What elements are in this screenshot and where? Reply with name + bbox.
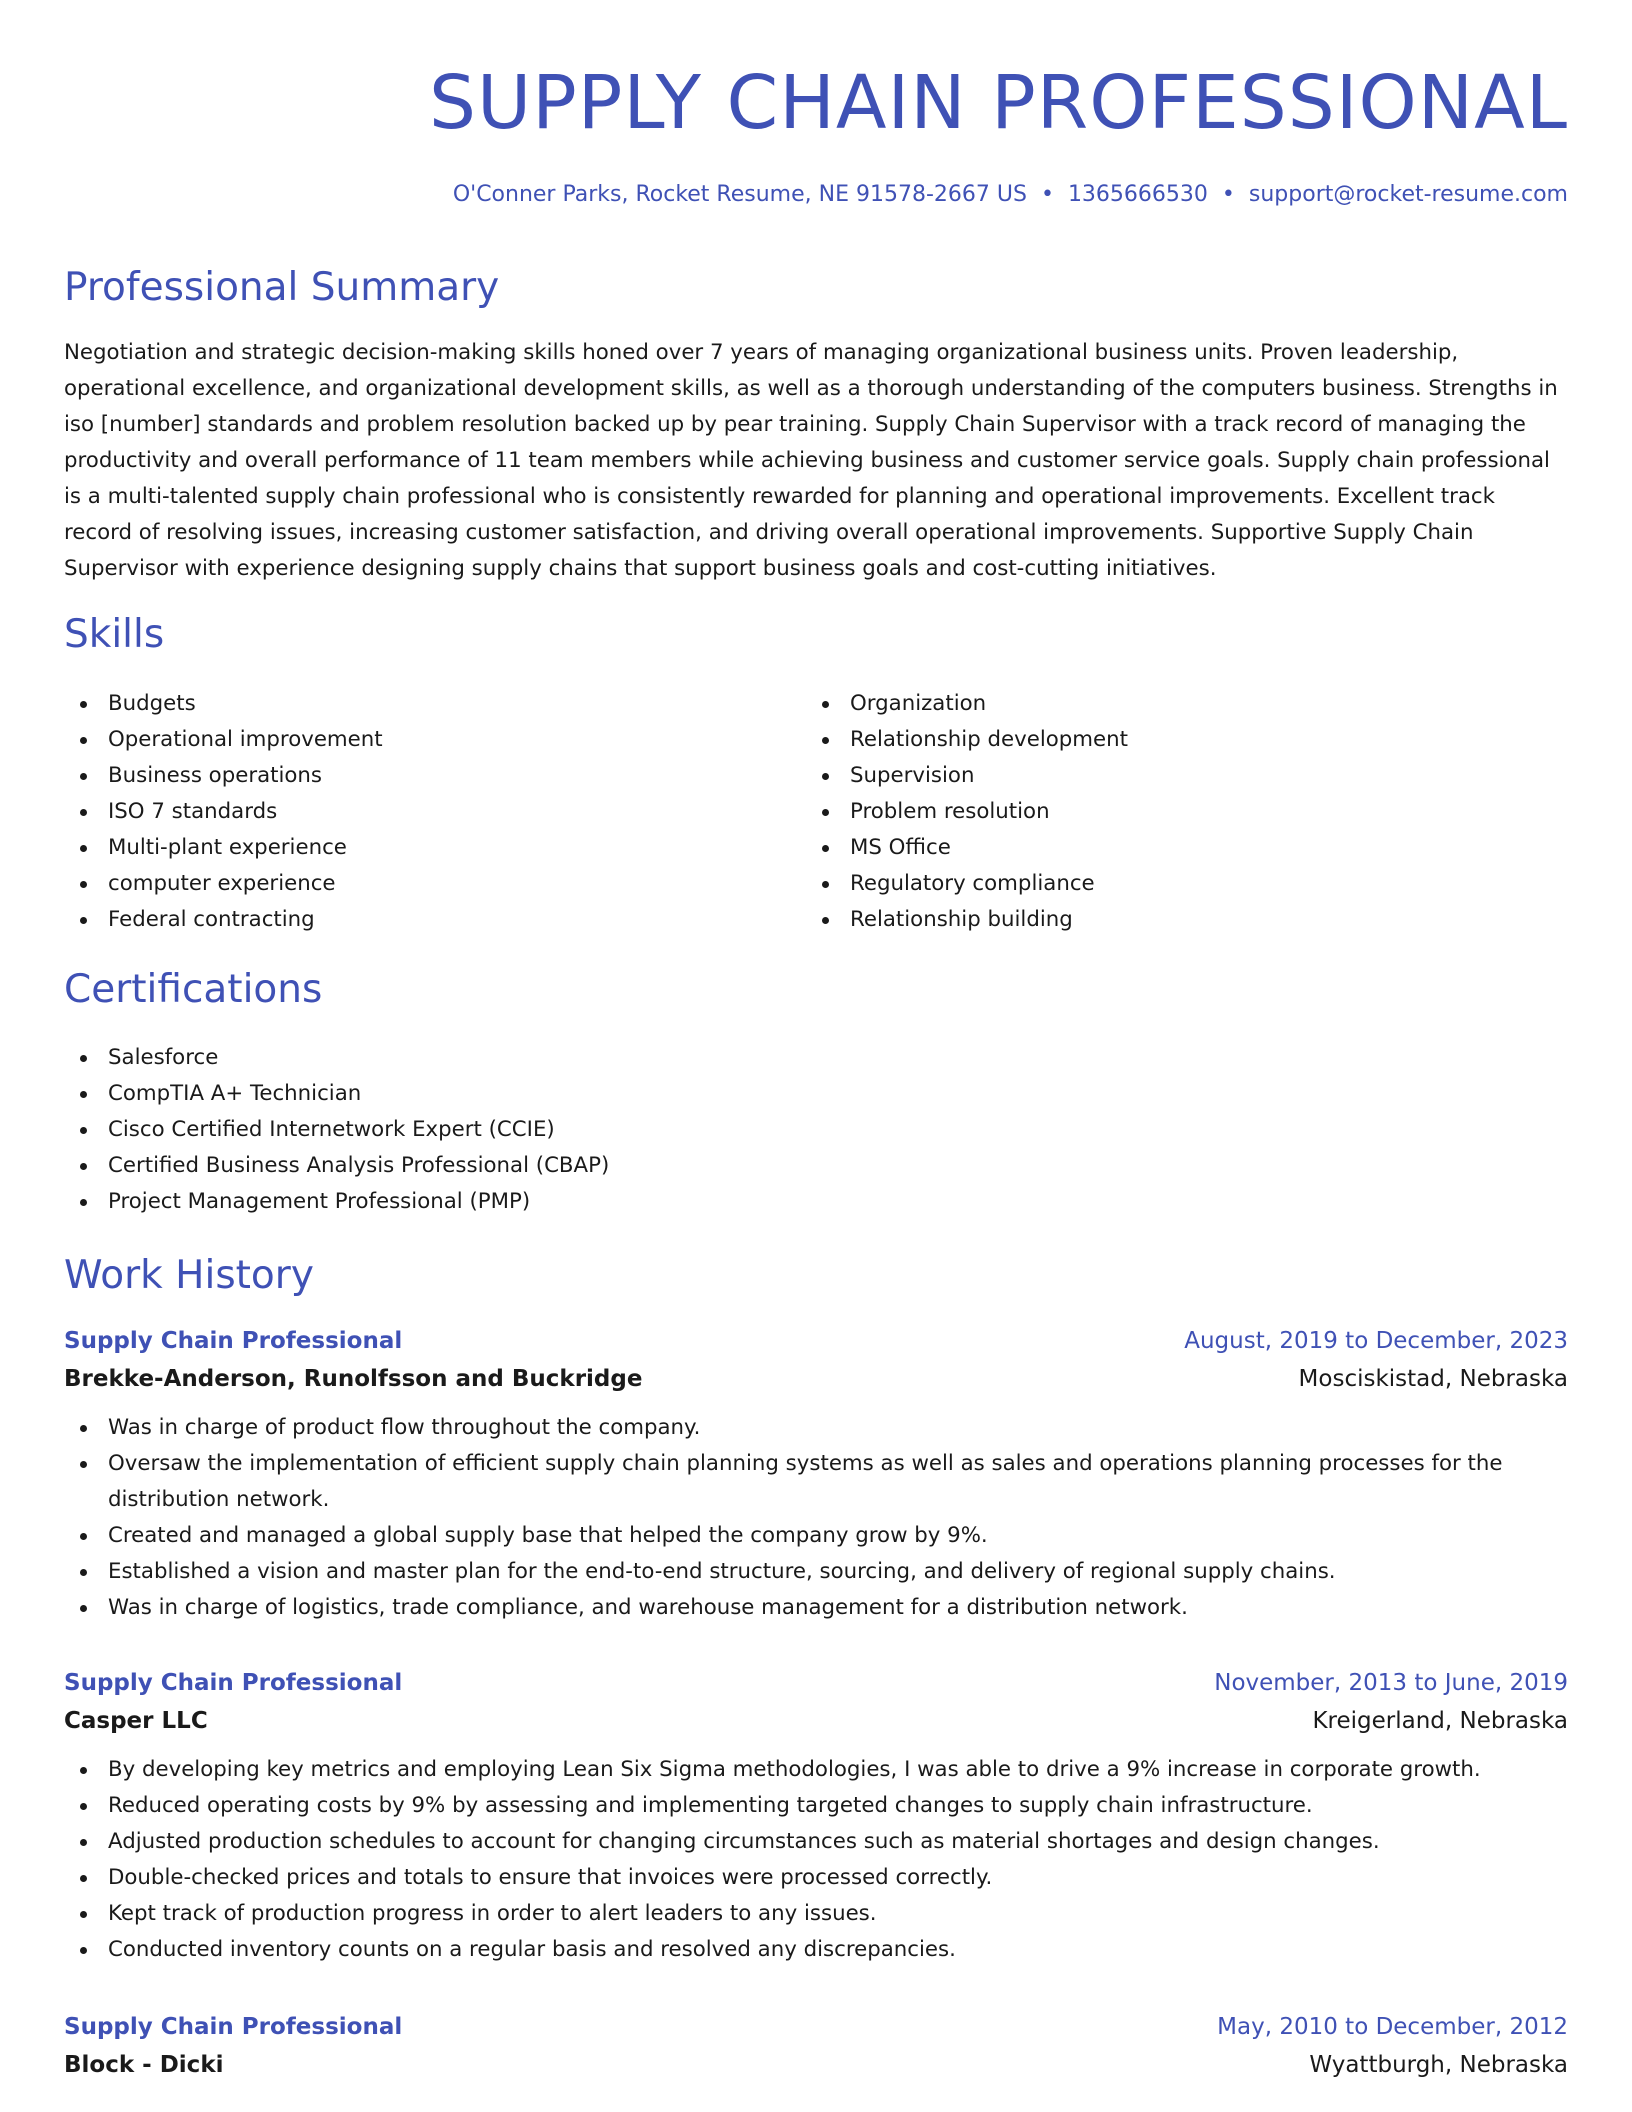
- certifications-list: [64, 1040, 609, 1220]
- skill-item: Relationship development: [806, 722, 1128, 758]
- job-bullet: Reduced operating costs by 9% by assessing and implementing targeted changes to supply chain infrastructure.: [64, 1788, 1568, 1824]
- skill-item: MS Office: [806, 830, 1128, 866]
- skill-item: Multi-plant experience: [64, 830, 383, 866]
- job-bullets: [64, 1410, 1568, 1626]
- job-company: Brekke-Anderson, Runolfsson and Buckridge: [64, 1366, 643, 1392]
- certification-item: Certified Business Analysis Professional (CBAP): [64, 1148, 609, 1184]
- job-bullet: Kept track of production progress in order to alert leaders to any issues.: [64, 1896, 1568, 1932]
- skills-list-left: [64, 686, 383, 938]
- skill-item: Problem resolution: [806, 794, 1128, 830]
- job-entry: [64, 1664, 1568, 1968]
- job-bullet: Was in charge of product flow throughout the company.: [64, 1410, 1568, 1446]
- job-bullet: Oversaw the implementation of efficient supply chain planning systems as well as sales and operations planning processes for the distribution network.: [64, 1446, 1568, 1518]
- job-dates: August, 2019 to December, 2023: [1184, 1328, 1568, 1354]
- job-bullet: Established a vision and master plan for the end-to-end structure, sourcing, and delivery of regional supply chains.: [64, 1554, 1568, 1590]
- job-location: Kreigerland, Nebraska: [1312, 1708, 1568, 1734]
- skill-item: Relationship building: [806, 902, 1128, 938]
- contact-phone: 1365666530: [1067, 182, 1208, 207]
- job-bullet: By developing key metrics and employing Lean Six Sigma methodologies, I was able to drive a 9% increase in corporate growth.: [64, 1752, 1568, 1788]
- skill-item: Regulatory compliance: [806, 866, 1128, 902]
- job-company: Block - Dicki: [64, 2052, 224, 2078]
- job-location: Wyattburgh, Nebraska: [1309, 2052, 1568, 2078]
- skill-item: ISO 7 standards: [64, 794, 383, 830]
- job-title: Supply Chain Professional: [64, 2014, 403, 2040]
- skill-item: computer experience: [64, 866, 383, 902]
- skills-heading: Skills: [64, 612, 165, 657]
- job-dates: May, 2010 to December, 2012: [1217, 2014, 1568, 2040]
- job-bullet: Conducted inventory counts on a regular basis and resolved any discrepancies.: [64, 1932, 1568, 1968]
- certification-item: Salesforce: [64, 1040, 609, 1076]
- job-bullet: Created and managed a global supply base that helped the company grow by 9%.: [64, 1518, 1568, 1554]
- job-dates: November, 2013 to June, 2019: [1214, 1670, 1568, 1696]
- job-company: Casper LLC: [64, 1708, 208, 1734]
- certification-item: Project Management Professional (PMP): [64, 1184, 609, 1220]
- certifications-heading: Certifications: [64, 967, 323, 1012]
- contact-email[interactable]: support@rocket-resume.com: [1248, 182, 1568, 207]
- job-bullet: Double-checked prices and totals to ensure that invoices were processed correctly.: [64, 1860, 1568, 1896]
- contact-address: O'Conner Parks, Rocket Resume, NE 91578-2667 US: [452, 182, 1027, 207]
- job-entry: [64, 1322, 1568, 1626]
- job-bullet: Adjusted production schedules to account for changing circumstances such as material shortages and design changes.: [64, 1824, 1568, 1860]
- job-location: Mosciskistad, Nebraska: [1298, 1366, 1568, 1392]
- contact-separator: •: [1221, 182, 1235, 207]
- skill-item: Operational improvement: [64, 722, 383, 758]
- contact-separator: •: [1040, 182, 1054, 207]
- skill-item: Business operations: [64, 758, 383, 794]
- skill-item: Organization: [806, 686, 1128, 722]
- job-entry: [64, 2008, 1568, 2084]
- resume-name: SUPPLY CHAIN PROFESSIONAL: [429, 60, 1568, 146]
- skill-item: Federal contracting: [64, 902, 383, 938]
- summary-heading: Professional Summary: [64, 265, 500, 310]
- work-history-heading: Work History: [64, 1253, 314, 1298]
- certification-item: CompTIA A+ Technician: [64, 1076, 609, 1112]
- skills-list-right: [806, 686, 1128, 938]
- job-title: Supply Chain Professional: [64, 1328, 403, 1354]
- resume-page: [64, 0, 1568, 2078]
- skill-item: Budgets: [64, 686, 383, 722]
- skill-item: Supervision: [806, 758, 1128, 794]
- summary-text: Negotiation and strategic decision-making skills honed over 7 years of managing organizational business units. Proven leadership, operational excellence, and organizational development skills, as well as a thorough understanding of the computers business. Strengths in iso [number] standards and problem resolution backed up by pear training. Supply Chain Supervisor with a track record of managing the productivity and overall performance of 11 team members while achieving business and customer service goals. Supply chain professional is a multi-talented supply chain professional who is consistently rewarded for planning and operational improvements. Excellent track record of resolving issues, increasing customer satisfaction, and driving overall operational improvements. Supportive Supply Chain Supervisor with experience designing supply chains that support business goals and cost-cutting initiatives.: [64, 340, 1558, 581]
- job-bullet: Was in charge of logistics, trade compliance, and warehouse management for a distribution network.: [64, 1590, 1568, 1626]
- contact-line: [453, 178, 1568, 212]
- certification-item: Cisco Certified Internetwork Expert (CCIE): [64, 1112, 609, 1148]
- job-title: Supply Chain Professional: [64, 1670, 403, 1696]
- job-bullets: [64, 1752, 1568, 1968]
